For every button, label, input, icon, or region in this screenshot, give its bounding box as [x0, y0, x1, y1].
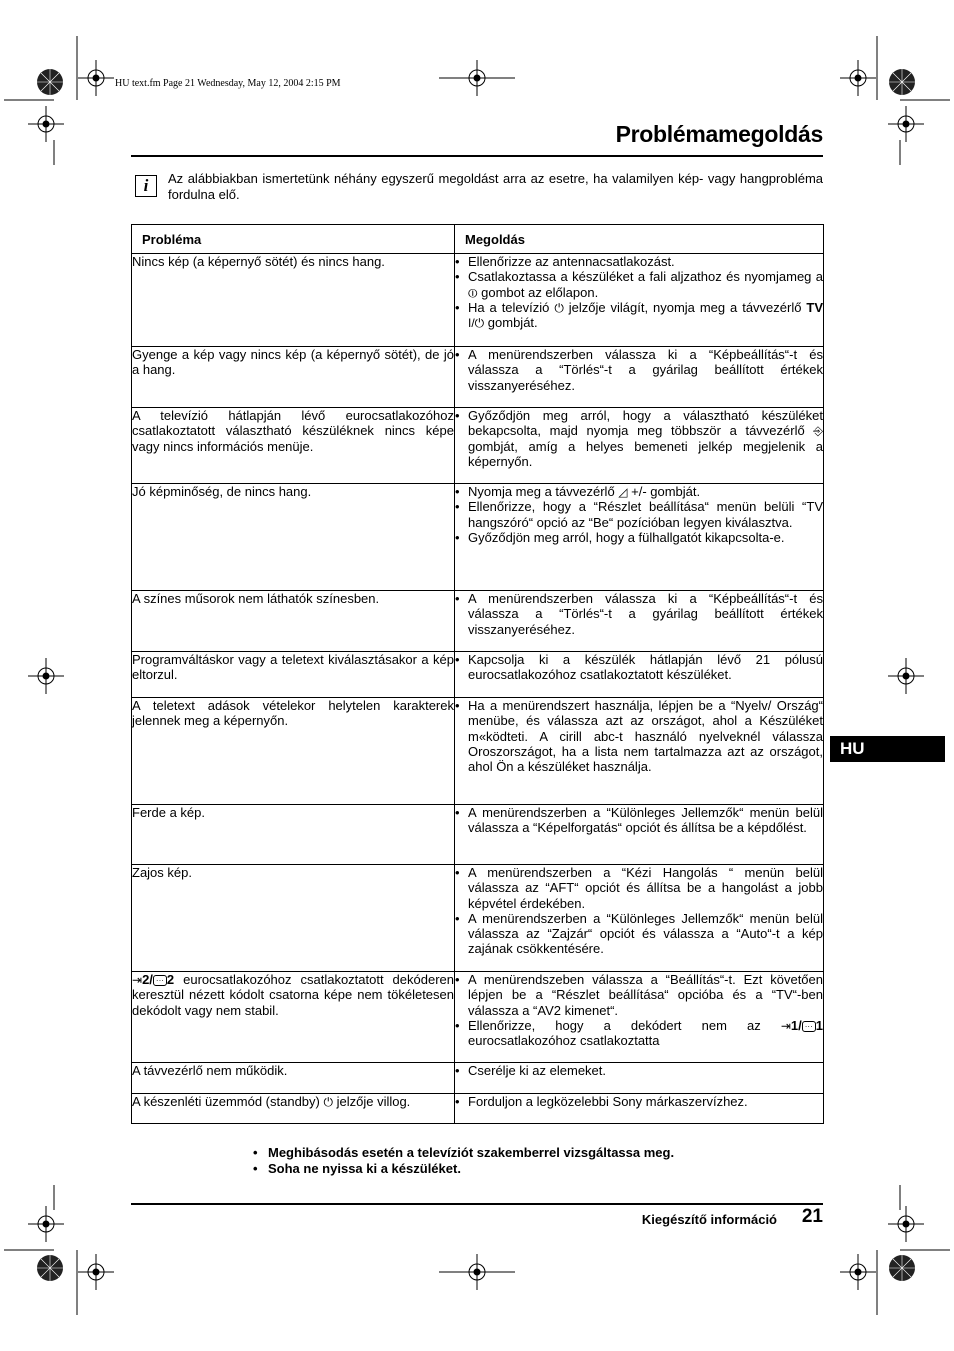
solution-item: • Forduljon a legközelebbi Sony márkaszervízhez. [455, 1094, 823, 1109]
table-header-row [132, 225, 824, 254]
table-row [132, 1094, 824, 1124]
scart-input-icon: ⇥ [132, 973, 143, 987]
solution-cell [455, 254, 824, 347]
warning-notes [253, 1145, 674, 1177]
solution-cell [455, 484, 824, 591]
table-row [132, 865, 824, 972]
scart-input-icon: ⇥ [780, 1018, 791, 1033]
language-tab: HU [830, 736, 945, 762]
info-icon: i [135, 175, 157, 197]
solution-cell [455, 698, 824, 805]
page-title: Problémamegoldás [615, 121, 823, 147]
solution-cell [455, 1063, 824, 1094]
column-header-problem: Probléma [132, 225, 455, 254]
solution-item: • A menürendszeben válassza a “Beállítás“-t. Ezt követően lépjen be a “Részlet beállítása“ opcióba és a “TV“-ben válassza a “AV2 kimenet“. [455, 972, 823, 1018]
note-item: • Soha ne nyissa ki a készüléket. [253, 1161, 674, 1177]
problem-cell: ⇥2/ ··· 2 eurocsatlakozóhoz csatlakoztatott dekóderen keresztül nézett kódolt csatorna képe nem tökéletesen dekódolt vagy nem stabil. [132, 972, 455, 1063]
solution-cell [455, 805, 824, 865]
problem-cell: Zajos kép. [132, 865, 455, 972]
problem-cell: Gyenge a kép vagy nincs kép (a képernyő sötét), de jó a hang. [132, 347, 455, 408]
page-number: 21 [801, 1206, 823, 1227]
footer-section-label: Kiegészítő információ [641, 1212, 777, 1227]
problem-cell: A készenléti üzemmód (standby) ⏻ jelzője villog. [132, 1094, 455, 1124]
footer-divider [131, 1203, 823, 1205]
troubleshooting-table [131, 224, 824, 1124]
table-row [132, 698, 824, 805]
problem-cell: A televízió hátlapján lévő eurocsatlakozóhoz csatlakoztatott választható készüléknek nincs képe vagy nincs információs menüje. [132, 408, 455, 484]
solution-item: • Csatlakoztassa a készüléket a fali aljzathoz és nyomjameg a ⏼ gombot az előlapon. [455, 269, 823, 300]
scart-output-icon: ··· [802, 1021, 816, 1032]
problem-cell: Programváltáskor vagy a teletext kiválasztásakor a kép eltorzul. [132, 652, 455, 698]
table-row [132, 254, 824, 347]
solution-cell [455, 408, 824, 484]
tv-power-icon: I/⏻ [468, 316, 485, 331]
solution-item: • Cserélje ki az elemeket. [455, 1063, 823, 1078]
solution-item: • Ellenőrizze, hogy a “Részlet beállítása“ menün belüli “TV hangszóró“ opció az “Be“ pozícióban legyen kiválasztva. [455, 499, 823, 530]
solution-item: • A menürendszerben válassza ki a “Képbeállítás“-t és válassza a “Törlés“-t a gyárilag beállított értékek visszanyeréséhez. [455, 347, 823, 393]
solution-item: • Ellenőrizze az antennacsatlakozást. [455, 254, 823, 269]
solution-cell [455, 591, 824, 652]
table-row [132, 1063, 824, 1094]
problem-cell: Jó képminőség, de nincs hang. [132, 484, 455, 591]
scart-output-icon: ··· [153, 975, 167, 986]
solution-item: • Győződjön meg arról, hogy a választható készüléket bekapcsolta, majd nyomja meg többször a távvezérlő ⎆ gombját, amíg a helyes bemeneti jelkép megjelenik a képernyőn. [455, 408, 823, 469]
problem-cell: A teletext adások vételekor helytelen karakterek jelennek meg a képernyőn. [132, 698, 455, 805]
solution-item: • Nyomja meg a távvezérlő ◿ +/- gombját. [455, 484, 823, 499]
intro-text: Az alábbiakban ismertetünk néhány egyszerű megoldást arra az esetre, ha valamilyen kép- vagy hangprobléma fordulna elő. [168, 171, 823, 202]
problem-cell: A távvezérlő nem működik. [132, 1063, 455, 1094]
standby-icon: ⏻ [323, 1095, 333, 1109]
solution-item: • A menürendszerben válassza ki a “Képbeállítás“-t és válassza a “Törlés“-t a gyárilag beállított értékek visszanyeréséhez. [455, 591, 823, 637]
solution-item: • Ha a televízió ⏻ jelzője világít, nyomja meg a távvezérlő TV I/⏻ gombját. [455, 300, 823, 331]
solution-cell [455, 1094, 824, 1124]
table-row [132, 484, 824, 591]
solution-cell [455, 972, 824, 1063]
solution-item: • Ha a menürendszert használja, lépjen be a “Nyelv/ Ország“ menübe, és válassza azt az országot, ahol a Készüléket m«ködteti. A cirill abc-t használó nyelveknél válassza Oroszországot, ha a lista nem tartalmazza azt az országot, ahol Ön a készüléket használja. [455, 698, 823, 774]
note-item: • Meghibásodás esetén a televíziót szakemberrel vizsgáltassa meg. [253, 1145, 674, 1161]
input-select-icon: ⎆ [813, 424, 823, 439]
standby-icon: ⏻ [554, 300, 564, 315]
table-row [132, 408, 824, 484]
problem-cell: Ferde a kép. [132, 805, 455, 865]
table-row [132, 972, 824, 1063]
solution-cell [455, 652, 824, 698]
title-divider [131, 155, 823, 157]
file-info-header: HU text.fm Page 21 Wednesday, May 12, 2004 2:15 PM [115, 78, 341, 89]
solution-item: • Kapcsolja ki a készülék hátlapján lévő 21 pólusú eurocsatlakozóhoz csatlakoztatott készüléket. [455, 652, 823, 683]
solution-item: • A menürendszerben a “Különleges Jellemzők“ menün belül válassza az “Zajzár“ opciót és válassza a “Auto“-t a kép zajának csökkentésére. [455, 911, 823, 957]
solution-item: • A menürendszerben a “Különleges Jellemzők“ menün belül válassza a “Képelforgatás“ opciót és állítsa be a képdőlést. [455, 805, 823, 836]
table-row [132, 347, 824, 408]
solution-item: • Győződjön meg arról, hogy a fülhallgatót kikapcsolta-e. [455, 530, 823, 545]
solution-cell [455, 347, 824, 408]
solution-item: • A menürendszerben a “Kézi Hangolás “ menün belül válassza az “AFT“ opciót és állítsa be a hangolást a jobb képvétel érdekében. [455, 865, 823, 911]
solution-item: • Ellenőrizze, hogy a dekódert nem az ⇥1/ ··· 1 eurocsatlakozóhoz csatlakoztatta [455, 1018, 823, 1049]
volume-icon: ◿ [618, 485, 628, 499]
table-row [132, 805, 824, 865]
table-row [132, 652, 824, 698]
power-switch-icon: ⏼ [468, 285, 478, 300]
problem-cell: A színes műsorok nem láthatók színesben. [132, 591, 455, 652]
problem-cell: Nincs kép (a képernyő sötét) és nincs hang. [132, 254, 455, 347]
solution-cell [455, 865, 824, 972]
column-header-solution: Megoldás [455, 225, 824, 254]
table-row [132, 591, 824, 652]
